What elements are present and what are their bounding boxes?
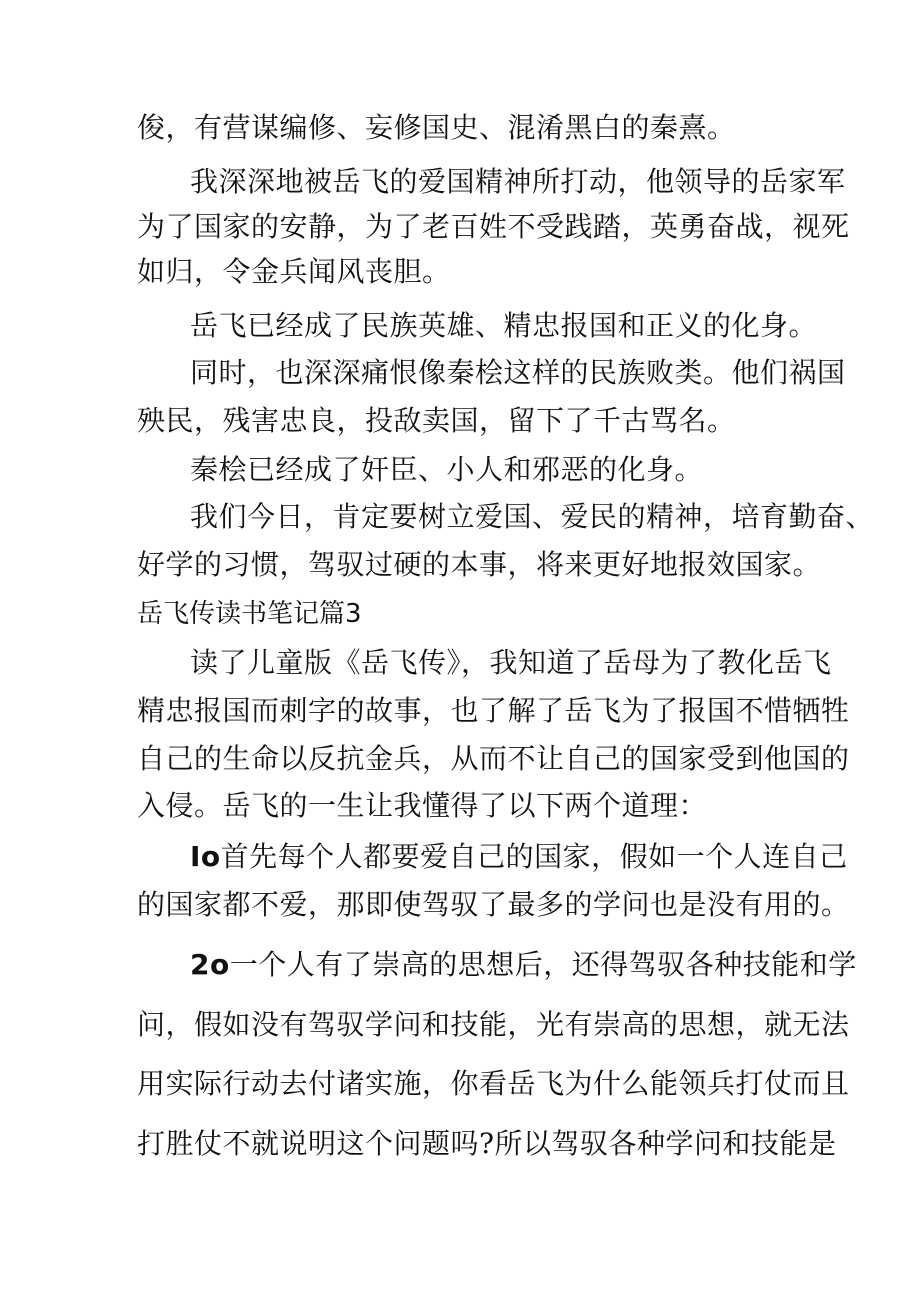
point-2-number: 2o xyxy=(190,948,230,981)
text-line: 用实际行动去付诸实施，你看岳飞为什么能领兵打仗而且 xyxy=(137,1067,850,1100)
text-line: 好学的习惯，驾驭过硬的本事，将来更好地报效国家。 xyxy=(137,548,822,581)
text-line: 岳飞已经成了民族英雄、精忠报国和正义的化身。 xyxy=(190,309,818,342)
point-1-number: Io xyxy=(190,840,221,873)
text-line: 为了国家的安静，为了老百姓不受践踏，英勇奋战，视死 xyxy=(137,210,850,243)
section-heading: 岳飞传读书笔记篇3 xyxy=(137,599,362,629)
point-2-text: 一个人有了崇高的思想后，还得驾驭各种技能和学 xyxy=(229,948,857,981)
text-line: 秦桧已经成了奸臣、小人和邪恶的化身。 xyxy=(190,453,704,486)
point-1-text: 首先每个人都要爱自己的国家，假如一个人连自己 xyxy=(220,840,848,873)
text-line: 问，假如没有驾驭学问和技能，光有崇高的思想，就无法 xyxy=(137,1008,850,1041)
text-line: 读了儿童版《岳飞传》，我知道了岳母为了教化岳飞 xyxy=(190,646,832,679)
text-line: 的国家都不爱，那即使驾驭了最多的学问也是没有用的。 xyxy=(137,888,850,921)
text-line: 同时，也深深痛恨像秦桧这样的民族败类。他们祸国 xyxy=(190,356,846,389)
text-line: 我深深地被岳飞的爱国精神所打动，他领导的岳家军 xyxy=(190,165,846,198)
text-line: 我们今日，肯定要树立爱国、爱民的精神，培育勤奋、 xyxy=(190,500,875,533)
point-1-line xyxy=(190,837,848,877)
text-line: 如归，令金兵闻风丧胆。 xyxy=(137,255,451,288)
text-line: 入侵。岳飞的一生让我懂得了以下两个道理： xyxy=(137,789,708,822)
text-line: 殃民，残害忠良，投敌卖国，留下了千古骂名。 xyxy=(137,404,736,437)
text-line: 俊，有营谋编修、妄修国史、混淆黑白的秦熹。 xyxy=(137,111,736,144)
point-2-line xyxy=(190,945,857,985)
text-line: 打胜仗不就说明这个问题吗?所以驾驭各种学问和技能是 xyxy=(137,1127,837,1160)
text-line: 自己的生命以反抗金兵，从而不让自己的国家受到他国的 xyxy=(137,742,850,775)
text-line: 精忠报国而刺字的故事，也了解了岳飞为了报国不惜牺牲 xyxy=(137,694,850,727)
